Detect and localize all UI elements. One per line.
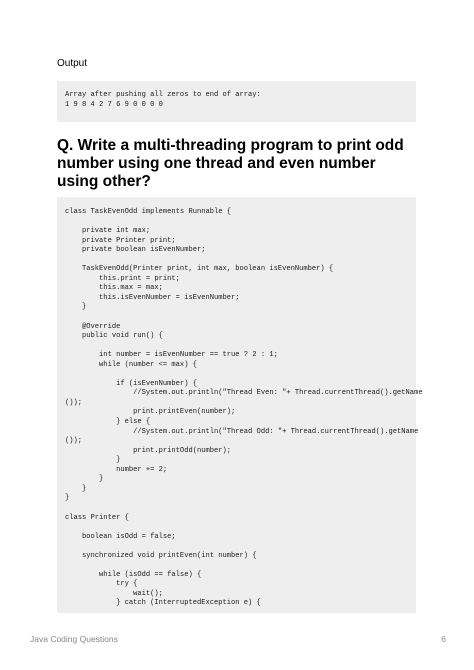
code-line	[65, 218, 416, 228]
code-line: }	[65, 303, 87, 312]
code-line: try {	[65, 580, 138, 589]
code-line	[65, 313, 416, 323]
code-line	[65, 504, 416, 514]
code-line	[65, 256, 416, 266]
code-line: //System.out.println("Thread Odd: "+ Thread.currentThread().getName	[65, 427, 419, 436]
code-line: } else {	[65, 418, 151, 427]
code-line: synchronized void printEven(int number) {	[65, 551, 257, 560]
page-number: 6	[441, 634, 446, 644]
code-line: TaskEvenOdd(Printer print, int max, boolean isEvenNumber) {	[65, 265, 334, 274]
code-line: ());	[65, 398, 83, 407]
code-line: print.printOdd(number);	[65, 446, 232, 455]
code-line: class TaskEvenOdd implements Runnable {	[65, 208, 232, 216]
code-line: int number = isEvenNumber == true ? 2 : 1;	[65, 351, 278, 360]
code-line: }	[65, 494, 70, 503]
output-code-block	[57, 81, 416, 122]
code-line: @Override	[65, 322, 121, 331]
code-line: wait();	[65, 589, 163, 598]
code-line: ());	[65, 437, 83, 446]
code-line: }	[65, 484, 87, 493]
code-line: public void run() {	[65, 332, 163, 341]
code-line: //System.out.println("Thread Even: "+ Thread.currentThread().getName	[65, 389, 423, 398]
code-line: this.isEvenNumber = isEvenNumber;	[65, 293, 240, 302]
code-line: private boolean isEvenNumber;	[65, 246, 206, 255]
code-line: }	[65, 475, 104, 484]
code-line	[65, 342, 416, 352]
footer-title: Java Coding Questions	[30, 634, 118, 644]
code-line: 1 9 8 4 2 7 6 9 0 0 0 0	[65, 100, 163, 109]
code-line: private int max;	[65, 227, 151, 236]
code-line: }	[65, 456, 121, 465]
code-line: if (isEvenNumber) {	[65, 379, 197, 388]
code-line	[65, 523, 416, 533]
code-line	[65, 370, 416, 380]
code-line: this.max = max;	[65, 284, 163, 293]
code-line	[65, 542, 416, 552]
code-line: private Printer print;	[65, 236, 176, 245]
output-label: Output	[57, 58, 88, 69]
code-line: print.printEven(number);	[65, 408, 236, 417]
code-line: boolean isOdd = false;	[65, 532, 176, 541]
java-code-block	[57, 197, 423, 613]
code-line: while (number <= max) {	[65, 360, 197, 369]
code-line: this.print = print;	[65, 274, 180, 283]
code-line: class Printer {	[65, 513, 129, 522]
code-line: while (isOdd == false) {	[65, 570, 202, 579]
code-line: Array after pushing all zeros to end of array:	[65, 91, 261, 99]
question-heading: Q. Write a multi-threading program to print odd number using one thread and even number using other?	[57, 137, 404, 190]
code-line: number += 2;	[65, 465, 168, 474]
code-line	[65, 561, 416, 571]
code-line: } catch (InterruptedException e) {	[65, 599, 261, 608]
